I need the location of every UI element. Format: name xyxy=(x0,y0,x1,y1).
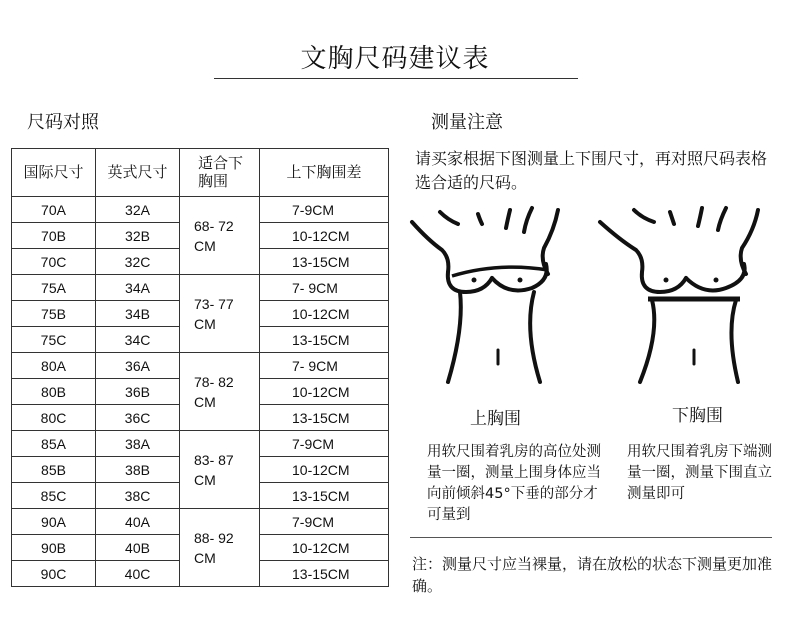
lower-figure-collar-mid-left xyxy=(670,212,674,224)
underbust-range-cell xyxy=(180,509,260,587)
lower-figure-collar-right xyxy=(718,208,726,230)
header-fit-line2: 胸围 xyxy=(198,172,229,190)
table-row xyxy=(12,197,389,223)
uk-size-cell: 40A xyxy=(96,509,180,535)
table-row xyxy=(12,431,389,457)
underbust-range-value: 83- 87 xyxy=(194,451,234,468)
underbust-range-value: 73- 77 xyxy=(194,295,234,312)
upper-figure-right-waist xyxy=(530,292,540,382)
bust-difference-cell: 13-15CM xyxy=(260,405,389,431)
bust-difference-cell: 13-15CM xyxy=(260,249,389,275)
uk-size-cell: 32C xyxy=(96,249,180,275)
upper-figure-collar-mid-left xyxy=(478,214,482,224)
lower-figure-left-breast xyxy=(642,272,686,292)
intl-size-cell: 90A xyxy=(12,509,96,535)
intl-size-cell: 80B xyxy=(12,379,96,405)
intl-size-cell: 75A xyxy=(12,275,96,301)
table-row xyxy=(12,353,389,379)
table-row xyxy=(12,509,389,535)
underbust-range-unit: CM xyxy=(194,237,216,254)
upper-bust-label: 上胸围 xyxy=(470,409,521,429)
size-chart-heading: 尺码对照 xyxy=(27,112,99,133)
underbust-range-value: 78- 82 xyxy=(194,373,234,390)
intl-size-cell: 85B xyxy=(12,457,96,483)
uk-size-cell: 38C xyxy=(96,483,180,509)
uk-size-cell: 36B xyxy=(96,379,180,405)
underbust-range-unit: CM xyxy=(194,393,216,410)
bust-difference-cell: 10-12CM xyxy=(260,379,389,405)
underbust-range-unit: CM xyxy=(194,315,216,332)
intl-size-cell: 85C xyxy=(12,483,96,509)
lower-bust-figure xyxy=(600,208,758,382)
measure-notes-heading: 测量注意 xyxy=(431,112,503,133)
bust-difference-cell: 7-9CM xyxy=(260,431,389,457)
intl-size-cell: 75C xyxy=(12,327,96,353)
uk-size-cell: 36C xyxy=(96,405,180,431)
uk-size-cell: 40B xyxy=(96,535,180,561)
bust-difference-cell: 7- 9CM xyxy=(260,353,389,379)
note-divider xyxy=(410,537,772,538)
upper-figure-nipple-right xyxy=(518,278,523,283)
intl-size-cell: 70B xyxy=(12,223,96,249)
lower-figure-left-arm xyxy=(600,222,642,272)
intl-size-cell: 90C xyxy=(12,561,96,587)
size-table xyxy=(11,148,389,587)
intl-size-cell: 90B xyxy=(12,535,96,561)
underbust-range-unit: CM xyxy=(194,471,216,488)
header-bust-difference: 上下胸围差 xyxy=(260,149,389,197)
uk-size-cell: 38A xyxy=(96,431,180,457)
uk-size-cell: 34A xyxy=(96,275,180,301)
bust-difference-cell: 10-12CM xyxy=(260,535,389,561)
header-intl-size: 国际尺寸 xyxy=(12,149,96,197)
bust-difference-cell: 7- 9CM xyxy=(260,275,389,301)
header-fit-underbust xyxy=(180,149,260,197)
underbust-range-cell xyxy=(180,353,260,431)
intl-size-cell: 80C xyxy=(12,405,96,431)
measure-intro-text: 请买家根据下图测量上下围尺寸，再对照尺码表格选合适的尺码。 xyxy=(415,149,768,192)
uk-size-cell: 34B xyxy=(96,301,180,327)
lower-figure-collar-left xyxy=(634,210,654,222)
uk-size-cell: 36A xyxy=(96,353,180,379)
intl-size-cell: 70A xyxy=(12,197,96,223)
lower-bust-label: 下胸围 xyxy=(672,406,723,426)
table-row xyxy=(12,275,389,301)
intl-size-cell: 80A xyxy=(12,353,96,379)
upper-bust-tape-line xyxy=(452,267,548,276)
upper-figure-nipple-left xyxy=(472,278,477,283)
measurement-illustration xyxy=(408,200,780,400)
title-underline xyxy=(214,78,578,79)
underbust-range-cell xyxy=(180,197,260,275)
bust-difference-cell: 13-15CM xyxy=(260,483,389,509)
bust-difference-cell: 7-9CM xyxy=(260,509,389,535)
measurement-note: 注：测量尺寸应当裸量，请在放松的状态下测量更加准确。 xyxy=(412,555,773,595)
header-uk-size: 英式尺寸 xyxy=(96,149,180,197)
uk-size-cell: 34C xyxy=(96,327,180,353)
uk-size-cell: 38B xyxy=(96,457,180,483)
upper-figure-collar-left xyxy=(440,212,458,224)
lower-figure-right-waist xyxy=(731,300,738,382)
upper-figure-collar-right xyxy=(524,208,532,232)
lower-figure-nipple-left xyxy=(664,278,669,283)
bust-difference-cell: 13-15CM xyxy=(260,327,389,353)
upper-figure-left-waist xyxy=(448,292,461,382)
lower-figure-left-waist xyxy=(640,300,654,382)
upper-bust-description: 用软尺围着乳房的高位处测量一圈，测量上围身体应当向前倾斜45°下垂的部分才可量到 xyxy=(427,444,601,523)
upper-bust-figure xyxy=(412,208,558,382)
uk-size-cell: 40C xyxy=(96,561,180,587)
bust-difference-cell: 10-12CM xyxy=(260,457,389,483)
underbust-range-cell xyxy=(180,275,260,353)
bust-difference-cell: 7-9CM xyxy=(260,197,389,223)
intl-size-cell: 85A xyxy=(12,431,96,457)
underbust-range-value: 68- 72 xyxy=(194,217,234,234)
bust-difference-cell: 10-12CM xyxy=(260,223,389,249)
page-title: 文胸尺码建议表 xyxy=(300,44,490,74)
header-fit-line1: 适合下 xyxy=(198,154,244,172)
upper-figure-collar-mid-right xyxy=(506,210,510,228)
table-header-row xyxy=(12,149,389,197)
lower-figure-nipple-right xyxy=(714,278,719,283)
upper-figure-left-arm xyxy=(412,222,448,272)
lower-figure-right-breast xyxy=(686,264,745,290)
lower-bust-description: 用软尺围着乳房下端测量一圈，测量下围直立测量即可 xyxy=(627,444,772,502)
lower-figure-collar-mid-right xyxy=(698,208,702,226)
intl-size-cell: 75B xyxy=(12,301,96,327)
bust-difference-cell: 13-15CM xyxy=(260,561,389,587)
uk-size-cell: 32B xyxy=(96,223,180,249)
underbust-range-unit: CM xyxy=(194,549,216,566)
underbust-range-cell xyxy=(180,431,260,509)
bust-difference-cell: 10-12CM xyxy=(260,301,389,327)
intl-size-cell: 70C xyxy=(12,249,96,275)
underbust-range-value: 88- 92 xyxy=(194,529,234,546)
uk-size-cell: 32A xyxy=(96,197,180,223)
